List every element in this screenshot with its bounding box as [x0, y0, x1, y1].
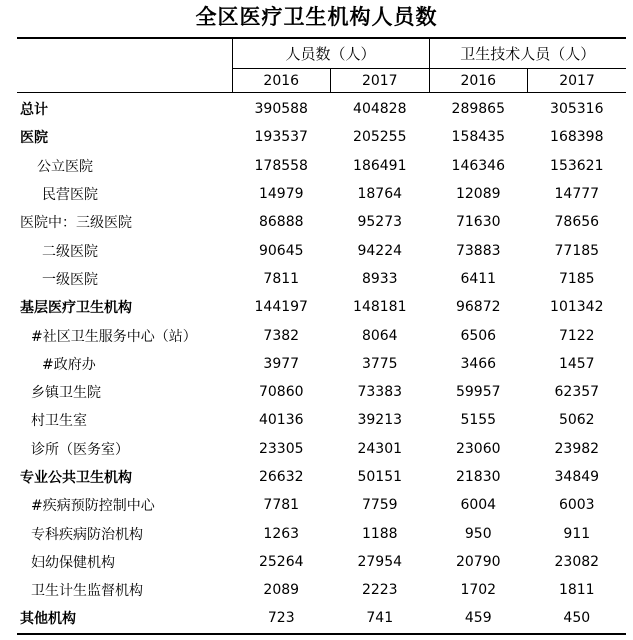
cell-value: 178558: [254, 157, 308, 174]
cell-value: 1702: [460, 582, 497, 599]
cell-value: 96872: [455, 299, 501, 316]
cell-value: 2089: [263, 582, 300, 599]
cell-value: 148181: [353, 299, 407, 316]
cell-value: 5062: [558, 412, 595, 429]
cell-value: 50151: [357, 469, 403, 485]
cell-value: 18764: [357, 186, 403, 203]
cell-value: 90645: [258, 242, 304, 259]
header-year: 2017: [331, 69, 430, 93]
row-label: 妇幼保健机构: [31, 554, 115, 571]
cell-value: 7811: [263, 270, 300, 287]
cell-value: 25264: [258, 553, 304, 570]
row-label: 二级医院: [42, 243, 98, 260]
cell-value: 40136: [258, 412, 304, 429]
cell-value: 62357: [554, 384, 600, 401]
cell-value: 27954: [357, 553, 403, 570]
row-label: 公立医院: [37, 158, 93, 175]
table-row: [17, 208, 626, 236]
cell-value: 7122: [558, 327, 595, 344]
row-label: 村卫生室: [31, 413, 87, 430]
cell-value: 3775: [361, 355, 398, 372]
cell-value: 21830: [455, 469, 501, 485]
cell-value: 1811: [558, 582, 595, 599]
cell-value: 168398: [550, 129, 604, 146]
cell-value: 12089: [455, 186, 501, 203]
cell-value: 23082: [554, 553, 600, 570]
cell-value: 23982: [554, 440, 600, 457]
row-label: #社区卫生服务中心（站）: [31, 328, 197, 345]
cell-value: 305316: [528, 93, 627, 124]
cell-value: 14777: [554, 186, 600, 203]
cell-value: 86888: [258, 214, 304, 231]
table-row: [17, 93, 626, 124]
page-title: 全区医疗卫生机构人员数: [195, 5, 438, 29]
cell-value: 7759: [361, 497, 398, 514]
cell-value: 741: [331, 604, 430, 633]
row-label: #疾病预防控制中心: [31, 498, 155, 515]
table-row: [17, 604, 626, 633]
row-label: 医院: [20, 130, 48, 147]
cell-value: 6003: [558, 497, 595, 514]
cell-value: 20790: [455, 553, 501, 570]
cell-value: 78656: [554, 214, 600, 231]
cell-value: 146346: [451, 157, 505, 174]
row-label: 专科疾病防治机构: [31, 526, 143, 543]
table-row: [17, 123, 626, 151]
cell-value: 73883: [455, 242, 501, 259]
cell-value: 73383: [357, 384, 403, 401]
header-group-staff: 人员数（人）: [232, 38, 429, 69]
cell-value: 1457: [558, 355, 595, 372]
cell-value: 7781: [263, 497, 300, 514]
table-row: [17, 435, 626, 463]
cell-value: 911: [563, 525, 591, 542]
cell-value: 144197: [254, 299, 308, 316]
row-label: #政府办: [42, 356, 96, 373]
cell-value: 6506: [460, 327, 497, 344]
header-year: 2017: [528, 69, 627, 93]
table-row: [17, 491, 626, 519]
table-row: [17, 236, 626, 264]
cell-value: 153621: [550, 157, 604, 174]
cell-value: 77185: [554, 242, 600, 259]
cell-value: 71630: [455, 214, 501, 231]
cell-value: 1263: [263, 525, 300, 542]
header-year: 2016: [232, 69, 331, 93]
table-row: [17, 519, 626, 547]
cell-value: 34849: [554, 469, 600, 485]
cell-value: 23305: [258, 440, 304, 457]
cell-value: 1188: [361, 525, 398, 542]
row-label: 基层医疗卫生机构: [20, 300, 132, 317]
table-row: [17, 293, 626, 321]
cell-value: 289865: [429, 93, 528, 124]
table-row: [17, 576, 626, 604]
cell-value: 459: [429, 604, 528, 633]
row-label: 一级医院: [42, 271, 98, 288]
cell-value: 3977: [263, 355, 300, 372]
row-label: 医院中：三级医院: [20, 215, 132, 232]
cell-value: 158435: [451, 129, 505, 146]
header-blank-cell: [17, 38, 232, 93]
cell-value: 950: [464, 525, 492, 542]
cell-value: 8064: [361, 327, 398, 344]
table-row: [17, 548, 626, 576]
cell-value: 95273: [357, 214, 403, 231]
cell-value: 3466: [460, 355, 497, 372]
cell-value: 404828: [331, 93, 430, 124]
cell-value: 14979: [258, 186, 304, 203]
cell-value: 186491: [353, 157, 407, 174]
row-label: 民营医院: [42, 187, 98, 204]
header-group-technicians: 卫生技术人员（人）: [429, 38, 626, 69]
row-label: 乡镇卫生院: [31, 385, 101, 402]
cell-value: 8933: [361, 270, 398, 287]
cell-value: 59957: [455, 384, 501, 401]
row-label: 其他机构: [17, 604, 232, 633]
staff-table: [17, 37, 626, 635]
cell-value: 450: [528, 604, 627, 633]
table-row: [17, 463, 626, 491]
cell-value: 101342: [550, 299, 604, 316]
cell-value: 94224: [357, 242, 403, 259]
cell-value: 723: [232, 604, 331, 633]
cell-value: 2223: [361, 582, 398, 599]
table-row: [17, 321, 626, 349]
table-row: [17, 265, 626, 293]
table-row: [17, 350, 626, 378]
cell-value: 23060: [455, 440, 501, 457]
cell-value: 7382: [263, 327, 300, 344]
row-label: 专业公共卫生机构: [20, 470, 132, 486]
cell-value: 39213: [357, 412, 403, 429]
table-row: [17, 406, 626, 434]
cell-value: 390588: [232, 93, 331, 124]
row-label: 卫生计生监督机构: [31, 583, 143, 600]
cell-value: 7185: [558, 270, 595, 287]
cell-value: 24301: [357, 440, 403, 457]
cell-value: 6411: [460, 270, 497, 287]
cell-value: 193537: [254, 129, 308, 146]
table-row: [17, 152, 626, 180]
row-label: 总计: [17, 93, 232, 124]
cell-value: 6004: [460, 497, 497, 514]
row-label: 诊所（医务室）: [31, 441, 129, 458]
table-row: [17, 180, 626, 208]
table-row: [17, 378, 626, 406]
cell-value: 5155: [460, 412, 497, 429]
cell-value: 26632: [258, 469, 304, 485]
header-year: 2016: [429, 69, 528, 93]
cell-value: 70860: [258, 384, 304, 401]
cell-value: 205255: [353, 129, 407, 146]
